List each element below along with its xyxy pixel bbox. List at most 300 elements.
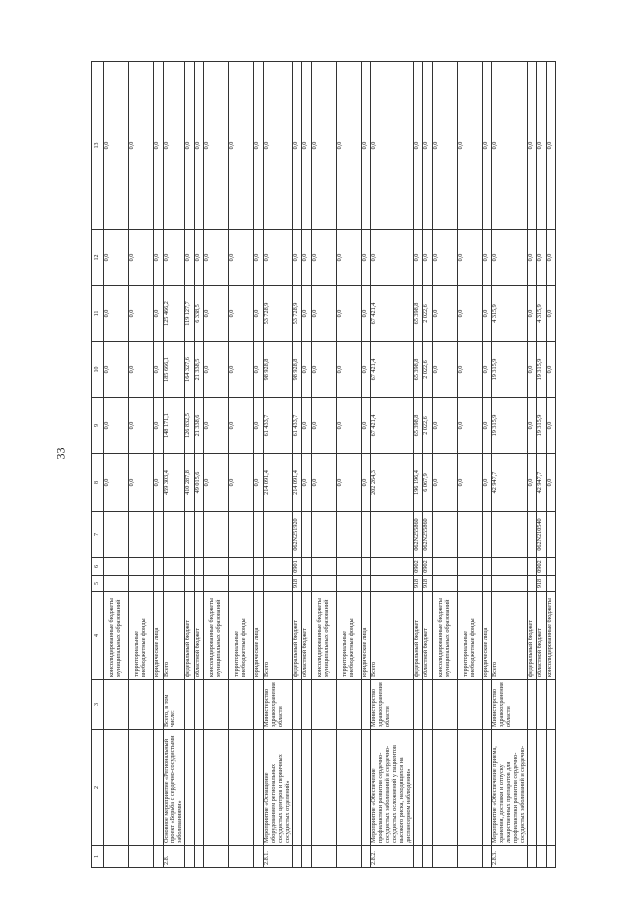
table-cell: 0,0 <box>457 62 482 230</box>
table-cell: 0,0 <box>546 286 556 342</box>
table-row <box>423 62 433 868</box>
table-cell <box>423 680 433 730</box>
table-body <box>104 62 556 868</box>
table-cell: 2.8.2. <box>371 846 414 868</box>
table-cell: 0,0 <box>361 342 371 398</box>
table-cell <box>336 576 361 592</box>
table-cell: 0,0 <box>527 230 537 286</box>
table-row <box>292 62 302 868</box>
table-cell: Всего <box>163 592 185 680</box>
table-cell <box>229 680 254 730</box>
table-cell: областной бюджет <box>302 592 312 680</box>
table-cell: 196 196,4 <box>413 454 423 512</box>
column-header: 3 <box>92 680 104 730</box>
table-cell: 67 421,4 <box>371 286 414 342</box>
table-cell: 0,0 <box>413 62 423 230</box>
table-cell <box>185 680 195 730</box>
table-cell <box>336 680 361 730</box>
table-cell: 0,0 <box>185 62 195 230</box>
table-cell: 214 091,4 <box>263 454 292 512</box>
table-cell: федеральный бюджет <box>185 592 195 680</box>
table-cell: 0,0 <box>546 230 556 286</box>
table-cell: Всего <box>263 592 292 680</box>
table-cell: консолидированные бюджеты муниципальных образований <box>432 592 457 680</box>
table-cell: 0,0 <box>492 230 528 286</box>
table-row <box>185 62 195 868</box>
table-cell <box>527 846 537 868</box>
table-cell: консолидированные бюджеты муниципальных образований <box>311 592 336 680</box>
table-cell <box>185 512 195 558</box>
table-cell: 2 022,6 <box>423 342 433 398</box>
column-header: 8 <box>92 454 104 512</box>
column-header: 13 <box>92 62 104 230</box>
table-cell <box>302 558 312 576</box>
table-cell <box>361 512 371 558</box>
table-cell: 0,0 <box>432 286 457 342</box>
table-cell <box>361 558 371 576</box>
table-cell: 0,0 <box>457 454 482 512</box>
table-cell: Мероприятие «Обеспечение профилактики развития сердечно-сосудистых заболеваний и сердечно-сосудистых осложнений у пациентов высокого риска, находящихся на диспансерном наблюдении» <box>371 730 414 846</box>
table-cell: 0,0 <box>432 230 457 286</box>
table-cell <box>263 558 292 576</box>
table-cell: федеральный бюджет <box>413 592 423 680</box>
table-cell: Всего <box>371 592 414 680</box>
table-cell: 0,0 <box>163 62 185 230</box>
table-cell <box>492 512 528 558</box>
table-cell <box>457 576 482 592</box>
table-cell <box>311 730 336 846</box>
table-cell: 918 <box>423 576 433 592</box>
table-cell: 062N255860 <box>413 512 423 558</box>
table-cell: 0,0 <box>292 230 302 286</box>
table-cell: 0,0 <box>546 454 556 512</box>
table-row <box>229 62 254 868</box>
table-cell <box>302 576 312 592</box>
table-cell: Министерство здравоохранения области <box>371 680 414 730</box>
table-cell <box>229 730 254 846</box>
table-cell: 0,0 <box>311 454 336 512</box>
table-cell: 0,0 <box>185 230 195 286</box>
table-cell: 0,0 <box>254 342 264 398</box>
table-cell: областной бюджет <box>194 592 204 680</box>
table-cell: 0,0 <box>361 398 371 454</box>
table-cell <box>413 730 423 846</box>
table-cell: 0,0 <box>361 62 371 230</box>
table-cell: 918 <box>537 576 547 592</box>
rotated-table-container <box>91 62 553 868</box>
table-cell <box>263 576 292 592</box>
table-cell <box>229 512 254 558</box>
table-cell: 0,0 <box>371 230 414 286</box>
table-cell <box>302 730 312 846</box>
column-header: 2 <box>92 730 104 846</box>
table-cell: 0,0 <box>432 454 457 512</box>
table-row <box>432 62 457 868</box>
table-cell: 49 015,6 <box>194 454 204 512</box>
table-cell <box>482 512 492 558</box>
table-cell: 0,0 <box>254 398 264 454</box>
table-cell <box>194 558 204 576</box>
table-row <box>204 62 229 868</box>
table-cell <box>302 512 312 558</box>
table-cell: 0,0 <box>482 454 492 512</box>
table-cell: 202 264,3 <box>371 454 414 512</box>
budget-table <box>91 61 556 868</box>
table-cell: 0,0 <box>432 62 457 230</box>
table-cell: 19 315,9 <box>492 398 528 454</box>
table-cell: 0902 <box>423 558 433 576</box>
table-cell: 67 421,4 <box>371 342 414 398</box>
table-row <box>546 62 556 868</box>
table-cell: 0,0 <box>204 286 229 342</box>
table-cell <box>432 846 457 868</box>
table-cell: 2 022,6 <box>423 286 433 342</box>
table-cell: 459 303,4 <box>163 454 185 512</box>
table-cell: 0,0 <box>204 62 229 230</box>
table-cell <box>185 558 195 576</box>
table-cell: 126 832,5 <box>185 398 195 454</box>
table-cell <box>371 558 414 576</box>
table-cell: 0,0 <box>302 454 312 512</box>
table-cell <box>185 730 195 846</box>
table-cell <box>104 576 129 592</box>
table-cell <box>457 512 482 558</box>
table-cell: 918 <box>413 576 423 592</box>
table-cell: 0,0 <box>154 398 164 454</box>
table-cell: 0,0 <box>371 62 414 230</box>
table-cell: 0,0 <box>423 62 433 230</box>
table-cell: 0,0 <box>527 342 537 398</box>
table-cell: 0,0 <box>482 230 492 286</box>
table-cell <box>336 846 361 868</box>
table-row <box>194 62 204 868</box>
table-cell <box>432 730 457 846</box>
table-cell: 410 287,8 <box>185 454 195 512</box>
table-cell: 0,0 <box>482 342 492 398</box>
table-cell: 0,0 <box>492 62 528 230</box>
table-cell: 0,0 <box>129 230 154 286</box>
table-cell: 42 947,7 <box>492 454 528 512</box>
table-cell: 125 466,2 <box>163 286 185 342</box>
table-cell <box>254 680 264 730</box>
table-cell: территориальные внебюджетные фонды <box>336 592 361 680</box>
table-row <box>537 62 547 868</box>
table-row <box>527 62 537 868</box>
table-cell <box>311 680 336 730</box>
table-cell: 0,0 <box>154 342 164 398</box>
table-cell: федеральный бюджет <box>527 592 537 680</box>
table-cell <box>154 558 164 576</box>
table-cell <box>527 730 537 846</box>
table-cell: 0,0 <box>546 398 556 454</box>
table-cell <box>194 846 204 868</box>
table-cell <box>204 512 229 558</box>
table-cell: 0,0 <box>204 230 229 286</box>
table-cell <box>129 576 154 592</box>
table-row <box>163 62 185 868</box>
table-cell: 61 433,7 <box>263 398 292 454</box>
table-cell: 0,0 <box>104 398 129 454</box>
header-row <box>92 62 104 868</box>
table-cell: 0,0 <box>229 398 254 454</box>
table-cell: 0,0 <box>154 62 164 230</box>
table-cell: 0,0 <box>104 454 129 512</box>
table-cell: областной бюджет <box>537 592 547 680</box>
table-cell: 0,0 <box>204 454 229 512</box>
table-cell <box>371 576 414 592</box>
table-cell: Всего, в том числе: <box>163 680 185 730</box>
table-cell: 0,0 <box>154 230 164 286</box>
table-row <box>104 62 129 868</box>
table-cell <box>546 846 556 868</box>
table-cell <box>292 846 302 868</box>
table-row <box>457 62 482 868</box>
table-cell <box>336 512 361 558</box>
table-cell <box>163 512 185 558</box>
table-cell <box>432 576 457 592</box>
table-cell: 0,0 <box>546 62 556 230</box>
table-cell <box>154 576 164 592</box>
table-cell <box>546 558 556 576</box>
table-cell: 0,0 <box>229 62 254 230</box>
table-cell: 0,0 <box>302 230 312 286</box>
table-cell <box>229 846 254 868</box>
table-cell: 0,0 <box>336 230 361 286</box>
table-cell <box>311 558 336 576</box>
table-cell <box>371 512 414 558</box>
table-cell <box>413 846 423 868</box>
table-cell: 6 338,5 <box>194 286 204 342</box>
table-cell: 0,0 <box>129 286 154 342</box>
table-cell: 6 067,9 <box>423 454 433 512</box>
table-cell: консолидированные бюджеты муниципальных образований <box>104 592 129 680</box>
page-number: 33 <box>53 447 68 460</box>
column-header: 6 <box>92 558 104 576</box>
table-cell: 0,0 <box>104 62 129 230</box>
table-cell: 0,0 <box>163 230 185 286</box>
table-cell <box>129 846 154 868</box>
table-cell: 98 928,8 <box>292 342 302 398</box>
table-cell: 0,0 <box>229 286 254 342</box>
table-cell <box>302 680 312 730</box>
table-cell <box>104 680 129 730</box>
table-cell <box>185 576 195 592</box>
table-cell <box>457 730 482 846</box>
table-cell <box>423 846 433 868</box>
table-cell: 062N210540 <box>537 512 547 558</box>
table-row <box>254 62 264 868</box>
table-cell: 0,0 <box>129 454 154 512</box>
table-cell: юридические лица <box>361 592 371 680</box>
table-cell <box>254 512 264 558</box>
table-cell: 0,0 <box>129 342 154 398</box>
table-cell <box>311 846 336 868</box>
table-row <box>263 62 292 868</box>
table-cell: Основное мероприятие «Региональный проект «Борьба с сердечно-сосудистыми заболеваниями» <box>163 730 185 846</box>
table-cell: 0,0 <box>311 286 336 342</box>
table-cell <box>104 730 129 846</box>
table-cell <box>154 730 164 846</box>
table-cell: 0,0 <box>336 286 361 342</box>
table-cell <box>432 680 457 730</box>
table-cell: 0,0 <box>229 342 254 398</box>
table-cell <box>546 680 556 730</box>
table-cell: 0,0 <box>527 454 537 512</box>
table-row <box>361 62 371 868</box>
table-cell: 4 315,9 <box>537 286 547 342</box>
table-cell <box>104 558 129 576</box>
table-cell: 0,0 <box>423 230 433 286</box>
table-cell <box>302 846 312 868</box>
table-cell <box>457 846 482 868</box>
table-cell: 918 <box>292 576 302 592</box>
table-cell: 164 327,6 <box>185 342 195 398</box>
table-cell <box>154 680 164 730</box>
table-cell <box>254 576 264 592</box>
table-cell: территориальные внебюджетные фонды <box>229 592 254 680</box>
column-header: 4 <box>92 592 104 680</box>
table-cell: 062N255860 <box>423 512 433 558</box>
table-cell: 19 315,9 <box>492 342 528 398</box>
table-cell <box>204 558 229 576</box>
table-cell <box>163 576 185 592</box>
table-cell <box>185 846 195 868</box>
table-row <box>492 62 528 868</box>
table-cell: 0,0 <box>336 62 361 230</box>
table-row <box>302 62 312 868</box>
table-cell: 148 171,1 <box>163 398 185 454</box>
table-cell <box>129 680 154 730</box>
table-cell: 0,0 <box>336 454 361 512</box>
table-cell: федеральный бюджет <box>292 592 302 680</box>
table-cell: 65 398,8 <box>413 398 423 454</box>
table-cell: консолидированные бюджеты <box>546 592 556 680</box>
table-cell: 0,0 <box>263 230 292 286</box>
table-cell: 0,0 <box>229 454 254 512</box>
table-cell: 61 433,7 <box>292 398 302 454</box>
table-cell: юридические лица <box>254 592 264 680</box>
table-cell <box>492 576 528 592</box>
table-cell: 0,0 <box>194 62 204 230</box>
table-cell: 0,0 <box>482 62 492 230</box>
table-cell <box>129 730 154 846</box>
table-cell <box>254 846 264 868</box>
table-cell <box>163 558 185 576</box>
table-cell <box>263 512 292 558</box>
table-cell: юридические лица <box>154 592 164 680</box>
table-cell: 0,0 <box>302 286 312 342</box>
table-cell: 0,0 <box>311 342 336 398</box>
table-cell <box>204 730 229 846</box>
table-cell <box>546 576 556 592</box>
table-cell <box>423 730 433 846</box>
table-cell: 67 421,4 <box>371 398 414 454</box>
table-cell: 42 947,7 <box>537 454 547 512</box>
table-row <box>129 62 154 868</box>
table-cell: 0,0 <box>457 398 482 454</box>
table-cell: Мероприятие «Обеспечение приема, хранения, доставки и отпуску лекарственных препаратов для профилактики развития сердечно-сосудистых заболеваний и сердечно- <box>492 730 528 846</box>
column-header: 11 <box>92 286 104 342</box>
table-cell: 0,0 <box>432 398 457 454</box>
table-cell: 0,0 <box>457 230 482 286</box>
table-row <box>371 62 414 868</box>
table-cell: 4 315,9 <box>492 286 528 342</box>
table-cell <box>537 846 547 868</box>
table-cell: 0,0 <box>302 342 312 398</box>
table-cell: областной бюджет <box>423 592 433 680</box>
table-cell: 0,0 <box>336 398 361 454</box>
table-cell <box>537 730 547 846</box>
table-cell: Всего <box>492 592 528 680</box>
table-cell: 21 338,6 <box>194 398 204 454</box>
table-cell: 0,0 <box>254 62 264 230</box>
table-cell <box>129 512 154 558</box>
table-cell: 0,0 <box>204 398 229 454</box>
table-cell <box>204 680 229 730</box>
table-row <box>311 62 336 868</box>
table-cell <box>229 558 254 576</box>
table-cell: 2.8.1. <box>263 846 292 868</box>
table-cell: 0,0 <box>527 398 537 454</box>
table-cell: 0,0 <box>263 62 292 230</box>
table-cell <box>311 576 336 592</box>
table-cell: 0,0 <box>546 342 556 398</box>
table-cell <box>154 846 164 868</box>
column-header: 9 <box>92 398 104 454</box>
table-cell: 0,0 <box>311 398 336 454</box>
table-cell: консолидированные бюджеты муниципальных образований <box>204 592 229 680</box>
table-cell: 0,0 <box>527 286 537 342</box>
table-cell <box>229 576 254 592</box>
table-cell <box>482 576 492 592</box>
table-row <box>413 62 423 868</box>
column-header: 7 <box>92 512 104 558</box>
table-cell: 0,0 <box>457 286 482 342</box>
column-header: 5 <box>92 576 104 592</box>
table-cell <box>204 576 229 592</box>
table-cell: 0,0 <box>311 230 336 286</box>
table-cell <box>336 558 361 576</box>
table-cell: Министерство здравоохранения области <box>492 680 528 730</box>
table-cell: 214 091,4 <box>292 454 302 512</box>
table-cell: 0,0 <box>292 62 302 230</box>
table-cell: 0,0 <box>482 398 492 454</box>
table-cell <box>194 512 204 558</box>
table-cell: 0901 <box>292 558 302 576</box>
table-cell <box>194 680 204 730</box>
table-cell <box>527 680 537 730</box>
table-cell: 19 315,9 <box>537 398 547 454</box>
table-cell: 0,0 <box>311 62 336 230</box>
table-cell: Министерство здравоохранения области <box>263 680 292 730</box>
table-cell: 2.8. <box>163 846 185 868</box>
table-cell: 0,0 <box>457 342 482 398</box>
table-cell <box>413 680 423 730</box>
table-cell <box>482 558 492 576</box>
table-cell <box>457 558 482 576</box>
table-cell: 2 022,6 <box>423 398 433 454</box>
table-cell: 0,0 <box>194 230 204 286</box>
table-cell: 0,0 <box>254 286 264 342</box>
table-cell <box>254 730 264 846</box>
table-cell <box>292 680 302 730</box>
column-header: 1 <box>92 846 104 868</box>
table-cell: 65 398,8 <box>413 342 423 398</box>
table-cell: 0,0 <box>361 286 371 342</box>
table-cell: 0,0 <box>129 62 154 230</box>
table-cell <box>104 846 129 868</box>
table-cell: 0902 <box>537 558 547 576</box>
